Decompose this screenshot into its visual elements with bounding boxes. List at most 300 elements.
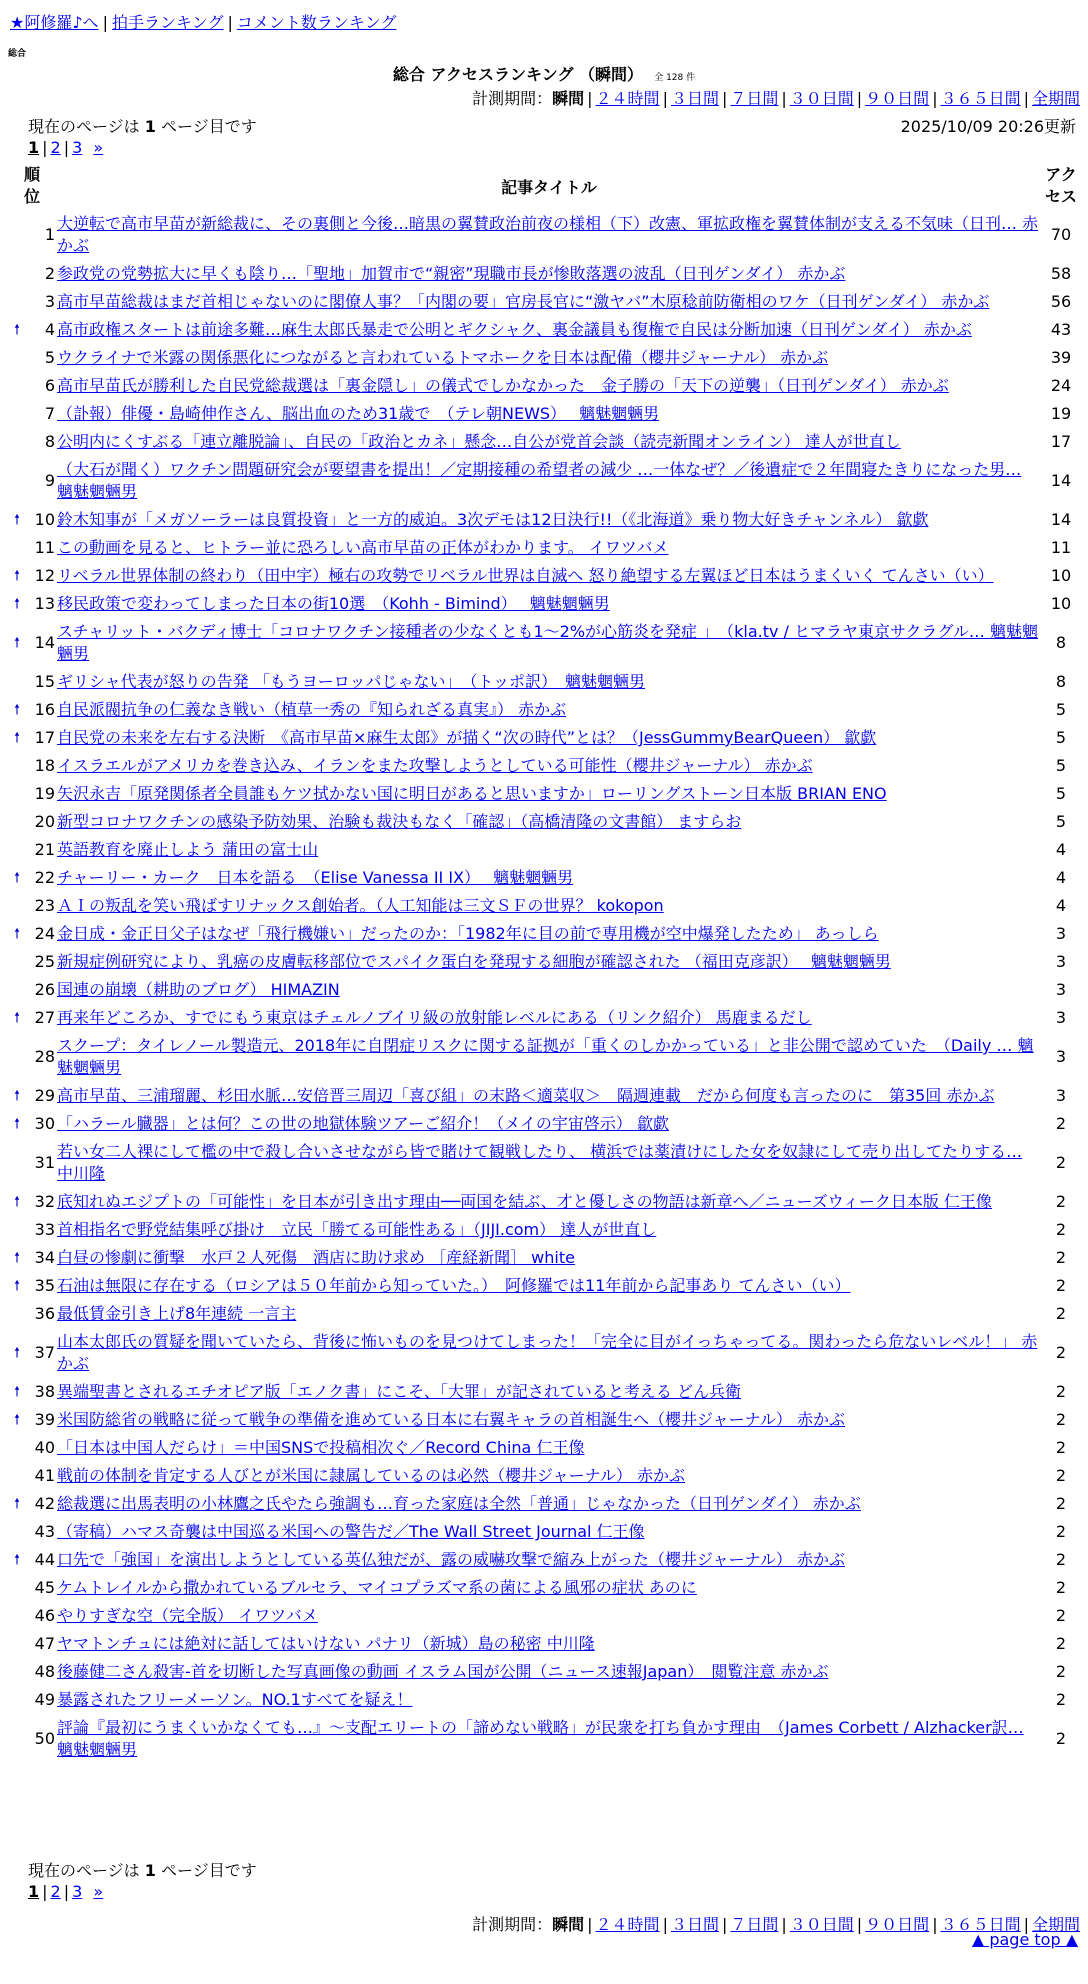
article-link[interactable]: リベラル世界体制の終わり（田中宇）極右の攻勢でリベラル世界は自滅へ 怒り絶望する左翼ほど日本はうまくいく てんさい（い） <box>57 566 994 585</box>
home-link[interactable]: ★阿修羅♪へ <box>10 13 99 32</box>
comment-ranking-link[interactable]: コメント数ランキング <box>236 13 397 32</box>
period-current: 瞬間 <box>552 1915 585 1934</box>
article-link[interactable]: 新規症例研究により、乳癌の皮膚転移部位でスパイク蛋白を発現する細胞が確認された （福田克彦訳） 魑魅魍魎男 <box>57 952 891 971</box>
table-row <box>8 1546 1080 1574</box>
rank-change-cell <box>8 1328 26 1378</box>
article-link[interactable]: この動画を見ると、ヒトラー並に恐ろしい高市早苗の正体がわかります。 イワツバメ <box>57 538 669 557</box>
rank-change-cell <box>8 948 26 976</box>
rank-number: 50 <box>34 1729 55 1748</box>
title-cell <box>56 1138 1042 1188</box>
period-link-1[interactable]: ３日間 <box>670 1915 719 1934</box>
article-link[interactable]: 金日成・金正日父子はなぜ「飛行機嫌い」だったのか：「1982年に目の前で専用機が空中爆発したため」 あっしら <box>57 924 879 943</box>
access-count: 5 <box>1055 728 1067 747</box>
article-link[interactable]: 異端聖書とされるエチオピア版「エノク書」にこそ、「大罪」が記されていると考える どん兵衛 <box>57 1382 741 1401</box>
article-link[interactable]: 首相指名で野党結集呼び掛け 立民「勝てる可能性ある」（JIJI.com） 達人が世直し <box>57 1220 657 1239</box>
title-cell <box>56 1032 1042 1082</box>
article-link[interactable]: 移民政策で変わってしまった日本の街10選 （Kohh - Bimind） 魑魅魍魎男 <box>57 594 610 613</box>
table-row <box>8 590 1080 618</box>
rank-number: 8 <box>44 432 55 451</box>
up-arrow-icon: 🠕 <box>13 568 20 584</box>
article-link[interactable]: （寄稿）ハマス奇襲は中国巡る米国への警告だ／The Wall Street Journal 仁王像 <box>57 1522 645 1541</box>
table-header-row <box>8 162 1080 210</box>
access-count: 2 <box>1055 1382 1067 1401</box>
access-count: 2 <box>1055 1343 1067 1362</box>
rank-number: 45 <box>34 1578 55 1597</box>
page-top-link-wrap <box>972 1930 1078 1949</box>
rank-number: 31 <box>34 1153 55 1172</box>
table-row <box>8 1300 1080 1328</box>
rank-change-cell <box>8 210 26 260</box>
title-cell <box>56 696 1042 724</box>
rank-change-cell <box>8 1546 26 1574</box>
rank-change-cell <box>8 562 26 590</box>
title-cell <box>56 976 1042 1004</box>
rank-change-cell <box>8 534 26 562</box>
rank-change-cell <box>8 1406 26 1434</box>
title-cell <box>56 1518 1042 1546</box>
rank-change-cell <box>8 864 26 892</box>
access-count: 2 <box>1055 1466 1067 1485</box>
rank-number: 15 <box>34 672 55 691</box>
period-selector-bottom: 計測期間：瞬間 | ２４時間 | ３日間 | ７日間 | ３０日間 | ９０日間 | ３６５日間 | 全期間 <box>472 1915 1080 1934</box>
access-count: 3 <box>1055 1086 1067 1105</box>
access-count: 24 <box>1050 376 1072 395</box>
rank-change-cell <box>8 1518 26 1546</box>
rank-change-cell <box>8 808 26 836</box>
up-arrow-icon: 🠕 <box>13 1412 20 1428</box>
article-link[interactable]: スチャリット・バクディ博士「コロナワクチン接種者の少なくとも1～2%が心筋炎を発症 」 （kla.tv / ヒマラヤ東京サクラグル… 魑魅魍魎男 <box>57 622 1039 663</box>
access-count: 2 <box>1055 1634 1067 1653</box>
rank-number: 41 <box>34 1466 55 1485</box>
up-arrow-icon: 🠕 <box>13 1250 20 1266</box>
rank-number: 27 <box>34 1008 55 1027</box>
table-row <box>8 948 1080 976</box>
rank-number: 38 <box>34 1382 55 1401</box>
rank-number: 46 <box>34 1606 55 1625</box>
article-link[interactable]: 石油は無限に存在する（ロシアは５０年前から知っていた。） 阿修羅では11年前から記事あり てんさい（い） <box>57 1276 851 1295</box>
up-arrow-icon: 🠕 <box>13 1194 20 1210</box>
pager-next[interactable]: » <box>93 138 104 157</box>
rank-number: 44 <box>34 1550 55 1569</box>
period-link-4[interactable]: ９０日間 <box>865 89 930 108</box>
col-access-header: アク セス <box>1044 165 1077 206</box>
table-row <box>8 1188 1080 1216</box>
page-title <box>0 62 1088 85</box>
article-link[interactable]: スクープ：タイレノール製造元、2018年に自閉症リスクに関する証拠が「重くのしかかっている」と非公開で認めていた （Daily … 魑魅魍魎男 <box>57 1036 1034 1077</box>
rank-change-cell <box>8 920 26 948</box>
table-row <box>8 1378 1080 1406</box>
rank-change-cell <box>8 1138 26 1188</box>
rank-number: 10 <box>34 510 55 529</box>
article-link[interactable]: 口先で「強国」を演出しようとしている英仏独だが、露の威嚇攻撃で縮み上がった（櫻井ジャーナル） 赤かぶ <box>57 1550 845 1569</box>
access-count: 2 <box>1055 1192 1067 1211</box>
access-count: 2 <box>1055 1248 1067 1267</box>
rank-number: 34 <box>34 1248 55 1267</box>
rank-change-cell <box>8 590 26 618</box>
article-link[interactable]: 白昼の惨劇に衝撃 水戸２人死傷 酒店に助け求め ［産経新聞］ white <box>57 1248 575 1267</box>
access-count: 8 <box>1055 672 1067 691</box>
table-row <box>8 1686 1080 1714</box>
title-cell <box>56 456 1042 506</box>
title-cell <box>56 1406 1042 1434</box>
rank-number: 37 <box>34 1343 55 1362</box>
rank-number: 2 <box>44 264 55 283</box>
table-row <box>8 400 1080 428</box>
up-arrow-icon: 🠕 <box>13 1496 20 1512</box>
title-cell <box>56 1272 1042 1300</box>
table-row <box>8 210 1080 260</box>
title-cell <box>56 1004 1042 1032</box>
rank-change-cell <box>8 372 26 400</box>
title-cell <box>56 920 1042 948</box>
access-count: 3 <box>1055 952 1067 971</box>
rank-number: 32 <box>34 1192 55 1211</box>
rank-change-cell <box>8 506 26 534</box>
pager-current: 1 <box>28 138 40 157</box>
rank-number: 39 <box>34 1410 55 1429</box>
access-count: 19 <box>1050 404 1072 423</box>
table-row <box>8 1244 1080 1272</box>
article-link[interactable]: 「日本は中国人だらけ」＝中国SNSで投稿相次ぐ／Record China 仁王像 <box>57 1438 585 1457</box>
access-count: 2 <box>1055 1438 1067 1457</box>
access-count: 43 <box>1050 320 1072 339</box>
table-row <box>8 864 1080 892</box>
table-row <box>8 1272 1080 1300</box>
col-title-header: 記事タイトル <box>501 177 597 197</box>
article-link[interactable]: 底知れぬエジプトの「可能性」を日本が引き出す理由──両国を結ぶ、才と優しさの物語は新章へ／ニューズウィーク日本版 仁王像 <box>57 1192 992 1211</box>
access-count: 5 <box>1055 812 1067 831</box>
page-top-link[interactable]: ▲ page top ▲ <box>971 1930 1078 1949</box>
up-arrow-icon: 🠕 <box>13 596 20 612</box>
table-row <box>8 428 1080 456</box>
title-cell <box>56 1686 1042 1714</box>
title-cell <box>56 400 1042 428</box>
period-link-2[interactable]: ７日間 <box>730 89 779 108</box>
access-count: 5 <box>1055 784 1067 803</box>
rank-change-cell <box>8 1462 26 1490</box>
up-arrow-icon: 🠕 <box>13 1116 20 1132</box>
article-link[interactable]: 参政党の党勢拡大に早くも陰り…「聖地」加賀市で“親密”現職市長が惨敗落選の波乱（日刊ゲンダイ） 赤かぶ <box>57 264 846 283</box>
article-link[interactable]: 新型コロナワクチンの感染予防効果、治験も裁決もなく「確認」（高橋清隆の文書館） ますらお <box>57 812 742 831</box>
table-row <box>8 1574 1080 1602</box>
table-row <box>8 752 1080 780</box>
pager-next[interactable]: » <box>93 1882 104 1901</box>
rank-change-cell <box>8 400 26 428</box>
table-row <box>8 288 1080 316</box>
table-row <box>8 724 1080 752</box>
category-label: 総合 <box>8 49 27 59</box>
rank-number: 1 <box>44 225 55 244</box>
access-count: 2 <box>1055 1494 1067 1513</box>
rank-change-cell <box>8 344 26 372</box>
rank-change-cell <box>8 1686 26 1714</box>
table-row <box>8 668 1080 696</box>
table-row <box>8 562 1080 590</box>
rank-number: 43 <box>34 1522 55 1541</box>
access-count: 10 <box>1050 594 1072 613</box>
access-count: 14 <box>1050 510 1072 529</box>
title-cell <box>56 1244 1042 1272</box>
article-link[interactable]: 総裁選に出馬表明の小林鷹之氏やたら強調も…育った家庭は全然「普通」じゃなかった（日刊ゲンダイ） 赤かぶ <box>57 1494 861 1513</box>
title-cell <box>56 864 1042 892</box>
rank-number: 18 <box>34 756 55 775</box>
rank-number: 6 <box>44 376 55 395</box>
pager-bottom: 1 | 2 | 3 » <box>28 1882 104 1901</box>
title-cell <box>56 1630 1042 1658</box>
article-link[interactable]: 評論『最初にうまくいかなくても…』～支配エリートの「諦めない戦略」が民衆を打ち負かす理由 （James Corbett / Alzhacker訳… 魑魅魍魎男 <box>57 1718 1024 1759</box>
table-row <box>8 1490 1080 1518</box>
rank-number: 26 <box>34 980 55 999</box>
rank-change-cell <box>8 752 26 780</box>
rank-change-cell <box>8 260 26 288</box>
period-link-5[interactable]: ３６５日間 <box>940 1915 1021 1934</box>
rank-change-cell <box>8 1602 26 1630</box>
table-row <box>8 1138 1080 1188</box>
rank-number: 5 <box>44 348 55 367</box>
period-link-4[interactable]: ９０日間 <box>865 1915 930 1934</box>
rank-number: 35 <box>34 1276 55 1295</box>
period-current: 瞬間 <box>552 89 585 108</box>
article-link[interactable]: 後藤健二さん殺害-首を切断した写真画像の動画 イスラム国が公開（ニュース速報Japan） 閲覧注意 赤かぶ <box>57 1662 829 1681</box>
pager-link-2[interactable]: 2 <box>50 138 61 157</box>
up-arrow-icon: 🠕 <box>13 1345 20 1361</box>
title-cell <box>56 210 1042 260</box>
period-link-2[interactable]: ７日間 <box>730 1915 779 1934</box>
article-link[interactable]: 自民派閥抗争の仁義なき戦い（植草一秀の『知られざる真実』） 赤かぶ <box>57 700 567 719</box>
access-count: 3 <box>1055 1008 1067 1027</box>
article-link[interactable]: 矢沢永吉「原発関係者全員誰もケツ拭かない国に明日があると思いますか」ローリングストーン日本版 BRIAN ENO <box>57 784 887 803</box>
period-link-3[interactable]: ３０日間 <box>789 1915 854 1934</box>
rank-change-cell <box>8 1378 26 1406</box>
rank-change-cell <box>8 976 26 1004</box>
rank-number: 12 <box>34 566 55 585</box>
rank-number: 28 <box>34 1047 55 1066</box>
rank-change-cell <box>8 836 26 864</box>
rank-number: 13 <box>34 594 55 613</box>
access-count: 3 <box>1055 924 1067 943</box>
rank-change-cell <box>8 288 26 316</box>
title-cell <box>56 752 1042 780</box>
access-count: 2 <box>1055 1690 1067 1709</box>
rank-change-cell <box>8 1244 26 1272</box>
period-label: 計測期間： <box>472 1915 553 1934</box>
rank-change-cell <box>8 668 26 696</box>
table-row <box>8 1658 1080 1686</box>
up-arrow-icon: 🠕 <box>13 870 20 886</box>
rank-change-cell <box>8 1574 26 1602</box>
up-arrow-icon: 🠕 <box>13 1552 20 1568</box>
rank-change-cell <box>8 1004 26 1032</box>
article-link[interactable]: 戦前の体制を肯定する人びとが米国に隷属しているのは必然（櫻井ジャーナル） 赤かぶ <box>57 1466 685 1485</box>
page-info-top: 現在のページは 1 ページ目です <box>28 117 257 136</box>
table-row <box>8 260 1080 288</box>
article-link[interactable]: 最低賃金引き上げ8年連続 一言主 <box>57 1304 297 1323</box>
rank-number: 16 <box>34 700 55 719</box>
table-row <box>8 1082 1080 1110</box>
title-cell <box>56 1602 1042 1630</box>
article-link[interactable]: ウクライナで米露の関係悪化につながると言われているトマホークを日本は配備（櫻井ジャーナル） 赤かぶ <box>57 348 829 367</box>
rank-number: 9 <box>44 471 55 490</box>
period-label: 計測期間： <box>472 89 553 108</box>
title-cell <box>56 668 1042 696</box>
up-arrow-icon: 🠕 <box>13 1088 20 1104</box>
rank-change-cell <box>8 428 26 456</box>
table-row <box>8 1462 1080 1490</box>
rank-number: 22 <box>34 868 55 887</box>
table-row <box>8 1216 1080 1244</box>
title-cell <box>56 618 1042 668</box>
access-count: 2 <box>1055 1729 1067 1748</box>
rank-number: 3 <box>44 292 55 311</box>
title-cell <box>56 534 1042 562</box>
access-count: 2 <box>1055 1578 1067 1597</box>
rank-number: 40 <box>34 1438 55 1457</box>
access-count: 2 <box>1055 1114 1067 1133</box>
access-count: 11 <box>1050 538 1072 557</box>
article-link[interactable]: ギリシャ代表が怒りの告発 「もうヨーロッパじゃない」 （トッポ訳） 魑魅魍魎男 <box>57 672 645 691</box>
title-cell <box>56 1490 1042 1518</box>
pager-link-2[interactable]: 2 <box>50 1882 61 1901</box>
table-row <box>8 920 1080 948</box>
access-count: 4 <box>1055 896 1067 915</box>
table-row <box>8 1406 1080 1434</box>
article-link[interactable]: 英語教育を廃止しよう 蒲田の富士山 <box>57 840 319 859</box>
top-nav: ★阿修羅♪へ | 拍手ランキング | コメント数ランキング <box>10 13 397 32</box>
up-arrow-icon: 🠕 <box>13 322 20 338</box>
period-link-0[interactable]: ２４時間 <box>595 1915 660 1934</box>
access-count: 5 <box>1055 700 1067 719</box>
article-link[interactable]: 米国防総省の戦略に従って戦争の準備を進めている日本に右翼キャラの首相誕生へ（櫻井ジャーナル） 赤かぶ <box>57 1410 845 1429</box>
title-cell <box>56 808 1042 836</box>
period-link-6[interactable]: 全期間 <box>1031 1915 1080 1934</box>
access-count: 56 <box>1050 292 1072 311</box>
rank-change-cell <box>8 1434 26 1462</box>
article-link[interactable]: 若い女二人裸にして檻の中で殺し合いさせながら皆で賭けて観戦したり、 横浜では薬漬けにした女を奴隷にして売り出してたりする… 中川隆 <box>57 1142 1023 1183</box>
rank-change-cell <box>8 1082 26 1110</box>
applause-ranking-link[interactable]: 拍手ランキング <box>111 13 224 32</box>
pager-top: 1 | 2 | 3 » <box>28 138 104 157</box>
article-link[interactable]: ヤマトンチュには絶対に話してはいけない パナリ（新城）島の秘密 中川隆 <box>57 1634 595 1653</box>
access-count: 17 <box>1050 432 1072 451</box>
table-row <box>8 456 1080 506</box>
rank-change-cell <box>8 724 26 752</box>
table-row <box>8 372 1080 400</box>
rank-change-cell <box>8 1714 26 1764</box>
period-link-5[interactable]: ３６５日間 <box>940 89 1021 108</box>
article-link[interactable]: ＡＩの叛乱を笑い飛ばすリナックス創始者。（人工知能は三文ＳＦの世界？ kokopon <box>57 896 664 915</box>
article-link[interactable]: イスラエルがアメリカを巻き込み、イランをまた攻撃しようとしている可能性（櫻井ジャーナル） 赤かぶ <box>57 756 813 775</box>
period-link-3[interactable]: ３０日間 <box>789 89 854 108</box>
rank-number: 29 <box>34 1086 55 1105</box>
up-arrow-icon: 🠕 <box>13 926 20 942</box>
article-link[interactable]: （訃報）俳優・島崎伸作さん、脳出血のため31歳で （テレ朝NEWS） 魑魅魍魎男 <box>57 404 660 423</box>
period-link-0[interactable]: ２４時間 <box>595 89 660 108</box>
rank-change-cell <box>8 1216 26 1244</box>
article-link[interactable]: 公明内にくすぶる「連立離脱論」、自民の「政治とカネ」懸念…自公が党首会談（読売新聞オンライン） 達人が世直し <box>57 432 901 451</box>
table-row <box>8 506 1080 534</box>
article-link[interactable]: 鈴木知事が「メガソーラーは良質投資」と一方的威迫。3次デモは12日決行!!（《北海道》乗り物大好きチャンネル） 歙歔 <box>57 510 929 529</box>
table-row <box>8 1434 1080 1462</box>
article-link[interactable]: 国連の崩壊（耕助のブログ） HIMAZIN <box>57 980 340 999</box>
rank-number: 48 <box>34 1662 55 1681</box>
ranking-title: 総合 アクセスランキング （瞬間） <box>392 65 644 84</box>
article-link[interactable]: 高市早苗、三浦瑠麗、杉田水脈…安倍晋三周辺「喜び組」の末路＜適菜収＞ 隔週連載 だから何度も言ったのに 第35回 赤かぶ <box>57 1086 995 1105</box>
title-cell <box>56 1328 1042 1378</box>
access-count: 39 <box>1050 348 1072 367</box>
rank-change-cell <box>8 1032 26 1082</box>
period-link-6[interactable]: 全期間 <box>1031 89 1080 108</box>
table-row <box>8 618 1080 668</box>
rank-number: 7 <box>44 404 55 423</box>
title-cell <box>56 1434 1042 1462</box>
title-cell <box>56 1658 1042 1686</box>
article-link[interactable]: 高市政権スタートは前途多難…麻生太郎氏暴走で公明とギクシャク、裏金議員も復権で自民は分断加速（日刊ゲンダイ） 赤かぶ <box>57 320 972 339</box>
title-cell <box>56 1216 1042 1244</box>
rank-change-cell <box>8 1188 26 1216</box>
rank-number: 19 <box>34 784 55 803</box>
title-cell <box>56 1378 1042 1406</box>
rank-change-cell <box>8 1630 26 1658</box>
table-row <box>8 808 1080 836</box>
access-count: 3 <box>1055 980 1067 999</box>
title-cell <box>56 506 1042 534</box>
access-count: 2 <box>1055 1662 1067 1681</box>
title-cell <box>56 1082 1042 1110</box>
title-cell <box>56 344 1042 372</box>
rank-change-cell <box>8 780 26 808</box>
period-link-1[interactable]: ３日間 <box>670 89 719 108</box>
title-cell <box>56 724 1042 752</box>
access-count: 2 <box>1055 1304 1067 1323</box>
article-link[interactable]: （大石が聞く）ワクチン問題研究会が要望書を提出！／定期接種の希望者の減少 …一体なぜ？／後遺症で２年間寝たきりになった男… 魑魅魍魎男 <box>57 460 1022 501</box>
table-row <box>8 344 1080 372</box>
article-link[interactable]: 自民党の未来を左右する決断 《高市早苗×麻生太郎》が描く“次の時代”とは？（JessGummyBearQueen） 歙歔 <box>57 728 877 747</box>
rank-number: 33 <box>34 1220 55 1239</box>
pager-link-3[interactable]: 3 <box>72 138 83 157</box>
rank-change-cell <box>8 1490 26 1518</box>
rank-number: 24 <box>34 924 55 943</box>
total-count: 全 128 件 <box>654 73 696 83</box>
rank-number: 11 <box>34 538 55 557</box>
access-count: 4 <box>1055 868 1067 887</box>
access-count: 8 <box>1055 633 1067 652</box>
ranking-rows <box>8 210 1080 1764</box>
article-link[interactable]: 山本太郎氏の質疑を聞いていたら、背後に怖いものを見つけてしまった！「完全に目がイっちゃってる。関わったら危ないレベル！」 赤かぶ <box>57 1332 1038 1373</box>
col-rank-header: 順 位 <box>23 165 40 206</box>
article-link[interactable]: 暴露されたフリーメーソン。NO.1すべてを疑え！ <box>57 1690 413 1709</box>
article-link[interactable]: チャーリー・カーク 日本を語る （Elise Vanessa II IX） 魑魅魍魎男 <box>57 868 574 887</box>
article-link[interactable]: 大逆転で高市早苗が新総裁に、その裏側と今後…暗黒の翼賛政治前夜の様相（下）改憲、軍拡政権を翼賛体制が支える不気味（日刊… 赤かぶ <box>57 214 1039 255</box>
rank-change-cell <box>8 316 26 344</box>
title-cell <box>56 372 1042 400</box>
rank-number: 42 <box>34 1494 55 1513</box>
title-cell <box>56 288 1042 316</box>
up-arrow-icon: 🠕 <box>13 1278 20 1294</box>
article-link[interactable]: やりすぎな空（完全版） イワツバメ <box>57 1606 318 1625</box>
article-link[interactable]: 高市早苗総裁はまだ首相じゃないのに閣僚人事？「内閣の要」官房長官に“激ヤバ”木原稔前防衛相のワケ（日刊ゲンダイ） 赤かぶ <box>57 292 990 311</box>
article-link[interactable]: 再来年どころか、すでにもう東京はチェルノブイリ級の放射能レベルにある（リンク紹介） 馬鹿まるだし <box>57 1008 812 1027</box>
title-cell <box>56 316 1042 344</box>
article-link[interactable]: 「ハラール臓器」とは何？この世の地獄体験ツアーご紹介！（メイの宇宙啓示） 歙歔 <box>57 1114 669 1133</box>
rank-number: 17 <box>34 728 55 747</box>
article-link[interactable]: 高市早苗氏が勝利した自民党総裁選は「裏金隠し」の儀式でしかなかった 金子勝の「天下の逆襲」（日刊ゲンダイ） 赤かぶ <box>57 376 949 395</box>
title-cell <box>56 562 1042 590</box>
title-cell <box>56 780 1042 808</box>
table-row <box>8 1602 1080 1630</box>
pager-link-3[interactable]: 3 <box>72 1882 83 1901</box>
access-count: 5 <box>1055 756 1067 775</box>
article-link[interactable]: ケムトレイルから撒かれているブルセラ、マイコプラズマ系の菌による風邪の症状 あのに <box>57 1578 697 1597</box>
